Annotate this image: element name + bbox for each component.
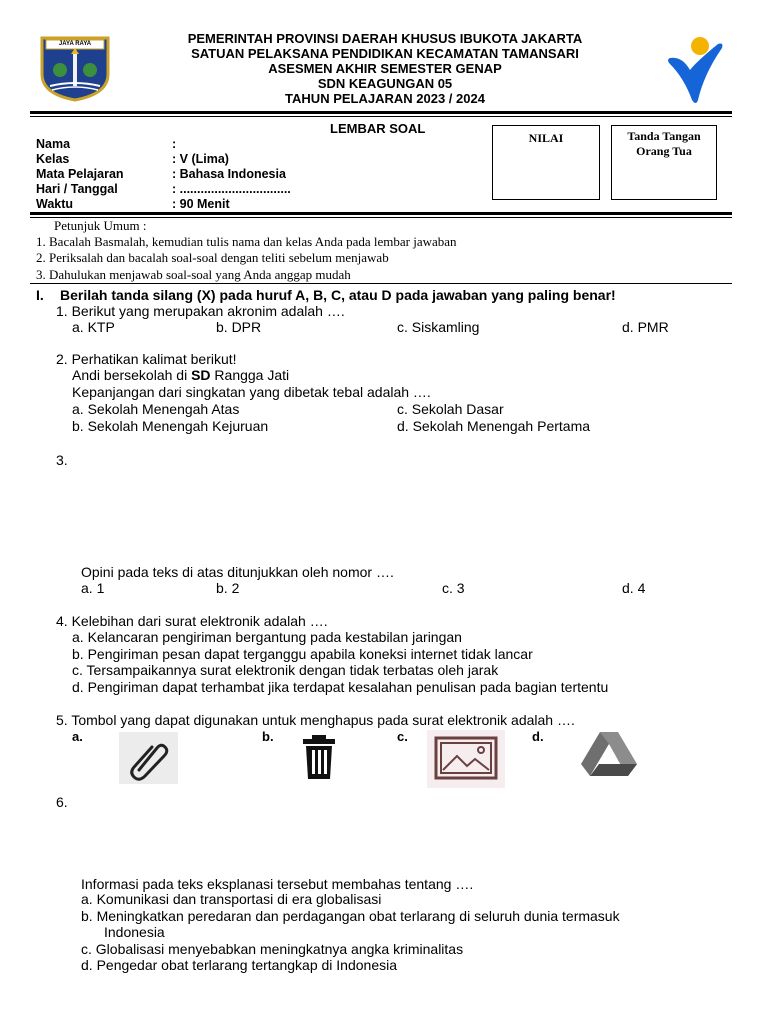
q3-option-a[interactable]: a. 1	[81, 580, 105, 596]
q6-option-d[interactable]: d. Pengedar obat terlarang tertangkap di Indonesia	[81, 957, 398, 973]
instruction-1: 1. Bacalah Basmalah, kemudian tulis nama dan kelas Anda pada lembar jawaban	[36, 234, 457, 249]
instructions-divider	[30, 283, 732, 284]
header-line-2: SATUAN PELAKSANA PENDIDIKAN KECAMATAN TAMANSARI	[191, 46, 579, 61]
q5-option-a-label[interactable]: a.	[72, 729, 83, 744]
q1-option-c[interactable]: c. Siskamling	[397, 319, 480, 335]
q2-option-a[interactable]: a. Sekolah Menengah Atas	[72, 401, 240, 417]
q5-text: 5. Tombol yang dapat digunakan untuk menghapus pada surat elektronik adalah ….	[56, 712, 575, 728]
q4-option-a[interactable]: a. Kelancaran pengiriman bergantung pada kestabilan jaringan	[72, 629, 462, 645]
q4-text: 4. Kelebihan dari surat elektronik adalah ….	[56, 613, 328, 629]
header-divider-thick	[30, 111, 732, 114]
q2-sentence-pre: Andi bersekolah di	[72, 367, 192, 383]
q6-option-b-cont: Indonesia	[104, 924, 165, 940]
header-line-5: TAHUN PELAJARAN 2023 / 2024	[285, 91, 485, 106]
paperclip-icon[interactable]	[119, 732, 178, 784]
instructions-title: Petunjuk Umum :	[54, 218, 147, 233]
info-label-mapel: Mata Pelajaran	[36, 167, 124, 181]
header-line-3: ASESMEN AKHIR SEMESTER GENAP	[268, 61, 502, 76]
q1-option-d[interactable]: d. PMR	[622, 319, 669, 335]
q1-option-a[interactable]: a. KTP	[72, 319, 115, 335]
nilai-label: NILAI	[528, 131, 564, 145]
q5-option-c-label[interactable]: c.	[397, 729, 408, 744]
q2-option-c[interactable]: c. Sekolah Dasar	[397, 401, 504, 417]
q6-number: 6.	[56, 794, 68, 810]
instruction-2: 2. Periksalah dan bacalah soal-soal dengan teliti sebelum menjawab	[36, 250, 389, 265]
q3-option-d[interactable]: d. 4	[622, 580, 646, 596]
q4-option-c[interactable]: c. Tersampaikannya surat elektronik dengan tidak terbatas oleh jarak	[72, 662, 499, 678]
q3-question: Opini pada teks di atas ditunjukkan oleh nomor ….	[81, 564, 394, 580]
q6-option-c[interactable]: c. Globalisasi menyebabkan meningkatnya angka kriminalitas	[81, 941, 464, 957]
info-value-hari: : ................................	[172, 182, 291, 196]
q3-number: 3.	[56, 452, 68, 468]
q3-option-c[interactable]: c. 3	[442, 580, 465, 596]
q2-option-b[interactable]: b. Sekolah Menengah Kejuruan	[72, 418, 269, 434]
q4-option-b[interactable]: b. Pengiriman pesan dapat terganggu apabila koneksi internet tidak lancar	[72, 646, 533, 662]
q2-sentence	[72, 367, 289, 383]
section-title: Berilah tanda silang (X) pada huruf A, B, C, atau D pada jawaban yang paling benar!	[60, 287, 616, 303]
signature-box	[611, 125, 717, 200]
dki-crest-logo	[40, 36, 110, 102]
education-logo	[664, 34, 732, 106]
q3-option-b[interactable]: b. 2	[216, 580, 240, 596]
q6-option-a[interactable]: a. Komunikasi dan transportasi di era globalisasi	[81, 891, 382, 907]
q2-sentence-bold: SD	[191, 367, 211, 383]
q2-question: Kepanjangan dari singkatan yang dibetak tebal adalah ….	[72, 384, 431, 400]
q6-question: Informasi pada teks eksplanasi tersebut membahas tentang ….	[81, 876, 474, 892]
drive-icon[interactable]	[580, 730, 638, 778]
signature-label-2: Orang Tua	[636, 144, 692, 158]
q5-option-b-label[interactable]: b.	[262, 729, 274, 744]
q6-option-b[interactable]: b. Meningkatkan peredaran dan perdagangan obat terlarang di seluruh dunia termasuk	[81, 908, 620, 924]
instruction-3: 3. Dahulukan menjawab soal-soal yang Anda anggap mudah	[36, 267, 351, 282]
info-value-waktu: : 90 Menit	[172, 197, 230, 211]
q2-option-d[interactable]: d. Sekolah Menengah Pertama	[397, 418, 591, 434]
q2-text: 2. Perhatikan kalimat berikut!	[56, 351, 237, 367]
section-number: I.	[36, 287, 44, 303]
nilai-box	[492, 125, 600, 200]
sheet-title: LEMBAR SOAL	[330, 121, 426, 136]
trash-icon[interactable]	[300, 734, 338, 780]
crest-motto: JAYA RAYA	[58, 41, 92, 47]
info-label-hari: Hari / Tanggal	[36, 182, 118, 196]
image-icon[interactable]	[427, 730, 505, 788]
info-value-kelas: : V (Lima)	[172, 152, 229, 166]
info-value-mapel: : Bahasa Indonesia	[172, 167, 286, 181]
info-label-kelas: Kelas	[36, 152, 70, 166]
info-divider-thick	[30, 212, 732, 215]
info-value-nama: :	[172, 137, 177, 151]
q1-text: 1. Berikut yang merupakan akronim adalah ….	[56, 303, 345, 319]
info-label-nama: Nama	[36, 137, 71, 151]
header-line-1: PEMERINTAH PROVINSI DAERAH KHUSUS IBUKOTA JAKARTA	[187, 31, 583, 46]
q1-option-b[interactable]: b. DPR	[216, 319, 262, 335]
info-label-waktu: Waktu	[36, 197, 74, 211]
signature-label-1: Tanda Tangan	[627, 129, 701, 143]
header-divider-thin	[30, 116, 732, 117]
q4-option-d[interactable]: d. Pengiriman dapat terhambat jika terdapat kesalahan penulisan pada bagian tertentu	[72, 679, 609, 695]
header-line-4: SDN KEAGUNGAN 05	[317, 76, 453, 91]
q5-option-d-label[interactable]: d.	[532, 729, 544, 744]
q2-sentence-post: Rangga Jati	[210, 367, 290, 383]
